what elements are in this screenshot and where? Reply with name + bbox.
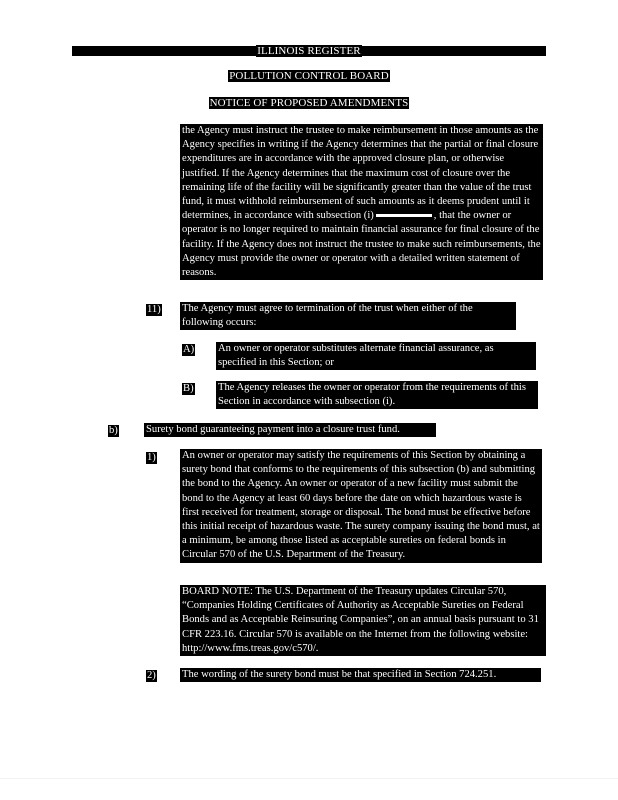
register-title bbox=[0, 46, 618, 57]
item-11b-text: The Agency releases the owner or operator from the requirements of this Section in accordance with subsection (i). bbox=[216, 381, 538, 409]
section-b-label: b) bbox=[109, 425, 118, 436]
item-1-text: An owner or operator may satisfy the requirements of this Section by obtaining a surety bond that conforms to the requirements of this subsection (b) and submitting the bond to the Agency. An owner or operator of a new facility must submit the bond to the Agency at least 60 days before the date on which hazardous waste is first received for treatment, storage or disposal. The bond must be effective before this initial receipt of hazardous waste. The surety company issuing the bond must, at a minimum, be among those listed as acceptable sureties on federal bonds in Circular 570 of the U.S. Department of the Treasury. bbox=[180, 449, 542, 563]
item-11-label: 11) bbox=[147, 304, 161, 315]
board-title-text: POLLUTION CONTROL BOARD bbox=[229, 70, 389, 82]
item-2-label: 2) bbox=[147, 670, 156, 681]
item-11b-label: B) bbox=[183, 383, 194, 394]
item-11-text: The Agency must agree to termination of the trust when either of the following occurs: bbox=[180, 302, 516, 330]
notice-title-text: NOTICE OF PROPOSED AMENDMENTS bbox=[209, 97, 409, 109]
redaction-mark bbox=[376, 214, 432, 217]
section-b-heading: Surety bond guaranteeing payment into a closure trust fund. bbox=[144, 423, 436, 437]
board-title bbox=[0, 71, 618, 82]
item-2-text: The wording of the surety bond must be that specified in Section 724.251. bbox=[180, 668, 541, 682]
notice-title bbox=[0, 98, 618, 109]
item-11a-text: An owner or operator substitutes alternate financial assurance, as specified in this Section; or bbox=[216, 342, 536, 370]
item-1-label: 1) bbox=[147, 452, 156, 463]
board-note: BOARD NOTE: The U.S. Department of the Treasury updates Circular 570, “Companies Holding Certificates of Authority as Acceptable Sureties on Federal Bonds and as Acceptable Reinsuring Companies”, on an annual basis pursuant to 31 CFR 223.16. Circular 570 is available on the Internet from the following website: http://www.fms.treas.gov/c570/. bbox=[180, 585, 546, 656]
intro-text-after: , that the owner or operator is no longer required to maintain financial assurance for final closure of the facility. If the Agency does not instruct the trustee to make such reimbursements, the Agency must provide the owner or operator with a detailed written statement of reasons. bbox=[182, 210, 541, 279]
page-bottom-line bbox=[0, 778, 618, 779]
register-title-text: ILLINOIS REGISTER bbox=[257, 45, 361, 57]
intro-text-before: the Agency must instruct the trustee to make reimbursement in those amounts as the Agency specifies in writing if the Agency determines that the partial or final closure expenditures are in accordance with the approved closure plan, or otherwise justified. If the Agency determines that the maximum cost of closure over the remaining life of the facility will be significantly greater than the value of the trust fund, it must withhold reimbursement of such amounts as it deems prudent until it determines, in accordance with subsection (i) bbox=[182, 125, 539, 222]
item-11a-label: A) bbox=[183, 344, 195, 355]
intro-paragraph bbox=[180, 124, 543, 280]
